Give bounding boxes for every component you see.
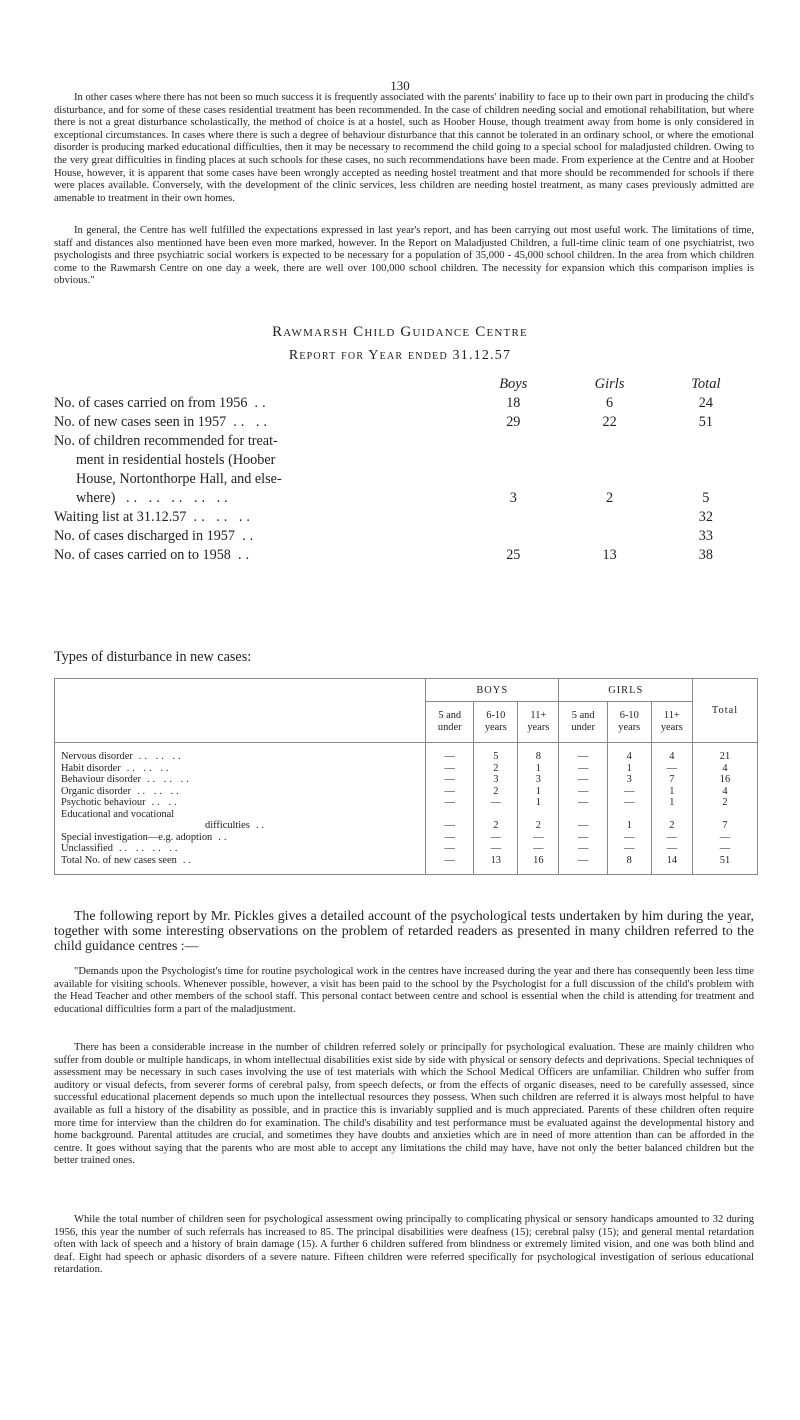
summary-boys: 3 — [509, 490, 517, 506]
summary-row: No. of cases carried on to 1958 .. 25 13 38 — [54, 546, 754, 565]
summary-girls: 22 — [602, 414, 617, 430]
summary-header-girls: Girls — [594, 376, 625, 392]
leader-dots: .. .. .. — [136, 785, 182, 797]
types-cell: 4 — [651, 743, 692, 763]
summary-total: 5 — [702, 490, 710, 506]
types-group-header-row — [55, 679, 758, 702]
types-cell-total: — — [693, 843, 758, 855]
leader-dots: .. — [218, 831, 230, 843]
types-cell: — — [426, 820, 474, 832]
summary-girls: 13 — [602, 547, 617, 563]
header-total: Total — [693, 679, 758, 743]
summary-total: 38 — [698, 547, 713, 563]
types-cell: — — [559, 797, 607, 809]
sub-header: 11+ years — [518, 702, 559, 743]
types-cell-total: 16 — [693, 774, 758, 786]
summary-boys: 29 — [506, 414, 521, 430]
summary-total: 32 — [698, 509, 713, 525]
sub-header: 11+ years — [651, 702, 692, 743]
types-cell: — — [518, 843, 559, 855]
types-cell: — — [426, 855, 474, 875]
types-cell: — — [426, 786, 474, 798]
types-row — [55, 820, 758, 832]
summary-girls: 6 — [606, 395, 614, 411]
types-cell: — — [426, 763, 474, 775]
types-row-label: Educational and vocational — [61, 808, 175, 820]
types-cell-total: 4 — [693, 786, 758, 798]
types-caption: Types of disturbance in new cases: — [54, 649, 252, 665]
types-cell: 3 — [518, 774, 559, 786]
types-cell: — — [559, 786, 607, 798]
types-cell: — — [559, 832, 607, 844]
types-cell: 7 — [651, 774, 692, 786]
report-subtitle: Report for Year ended 31.12.57 — [288, 348, 512, 363]
summary-boys: 25 — [506, 547, 521, 563]
summary-row-label: No. of new cases seen in 1957 — [54, 414, 227, 430]
summary-girls — [561, 508, 657, 527]
summary-row: No. of new cases seen in 1957 .. .. 29 22 51 — [54, 413, 754, 432]
paragraph-parental-inability: In other cases where there has not been so much success it is frequently associated with the parents' inability to face up to their own part in producing the child's disturbance, and for some of these cases residential treatment has been recommended. In the case of children needing social and emotional rehabilitation, but where there is not a great disturbance scholastically, the method of choice is at a hostel, such as Hoober House, though treatment away from home is only considered in exceptional circumstances. In cases where there is such a degree of behaviour disturbance that this cannot be tolerated in an ordinary school, or where the emotional disorder is producing marked educational difficulties, then it may be necessary to recommend the child going to a special school for maladjusted children. Owing to the very great difficulties in finding places at such schools for these cases, no such recommendations have been made. From experience at the Centre and at Hoober House, however, it is apparent that some cases have been wrongly accepted as needing hostel treatment and that more should be recommended for schools if there were places available. Conversely, with the development of the clinic services, less children are needing hostel treatment, as many cases previously admitted are amenable to treatment in their own homes. — [54, 92, 754, 204]
types-row — [55, 774, 758, 786]
summary-row-label: No. of cases discharged in 1957 — [54, 528, 235, 544]
types-cell: — — [607, 786, 651, 798]
summary-boys: 18 — [506, 395, 521, 411]
summary-row-label-line: where) — [76, 490, 116, 506]
types-cell: — — [607, 797, 651, 809]
types-cell: 1 — [607, 763, 651, 775]
types-table-body — [55, 743, 758, 875]
summary-row-label: No. of cases carried on from 1956 — [54, 395, 248, 411]
types-cell: 1 — [607, 820, 651, 832]
types-cell: 4 — [607, 743, 651, 763]
page-number: 130 — [390, 78, 410, 93]
types-row — [55, 855, 758, 875]
summary-girls — [561, 527, 657, 546]
types-cell: 2 — [474, 786, 518, 798]
types-cell: 13 — [474, 855, 518, 875]
summary-row-label-line: ment in residential hostels (Hoober — [76, 452, 276, 468]
types-cell-total: — — [693, 832, 758, 844]
types-cell-total: 51 — [693, 855, 758, 875]
types-cell: — — [651, 763, 692, 775]
types-cell: — — [559, 743, 607, 763]
types-row-label: Organic disorder — [61, 785, 131, 797]
types-row — [55, 832, 758, 844]
types-cell: — — [426, 743, 474, 763]
types-cell: 2 — [474, 820, 518, 832]
group-header-girls: GIRLS — [559, 679, 693, 702]
types-cell: — — [607, 832, 651, 844]
types-cell: 1 — [651, 786, 692, 798]
types-cell: 5 — [474, 743, 518, 763]
types-row — [55, 797, 758, 809]
summary-total: 24 — [698, 395, 713, 411]
summary-header-total: Total — [691, 376, 721, 392]
types-cell — [426, 809, 474, 821]
types-cell — [518, 809, 559, 821]
types-cell: 14 — [651, 855, 692, 875]
types-cell: — — [518, 832, 559, 844]
types-row-label: difficulties — [205, 820, 250, 831]
leader-dots: .. .. .. — [126, 762, 172, 774]
summary-row: No. of children recommended for treat- ment in residential hostels (Hoober House, Nortonthorpe Hall, and else- where) .. .. .. .. .. 3 2 5 — [54, 432, 754, 508]
types-cell: 2 — [651, 820, 692, 832]
types-cell: 8 — [518, 743, 559, 763]
leader-dots: .. .. .. — [138, 751, 184, 762]
types-row-label: Special investigation—e.g. adoption — [61, 831, 213, 843]
sub-header: 6-10 years — [474, 702, 518, 743]
leader-dots: .. .. .. — [146, 774, 192, 785]
types-cell-total: 7 — [693, 820, 758, 832]
types-cell: — — [426, 797, 474, 809]
summary-header-row — [54, 375, 754, 394]
types-cell: — — [607, 843, 651, 855]
types-cell-total: 2 — [693, 797, 758, 809]
types-cell: 1 — [518, 797, 559, 809]
types-cell: — — [426, 843, 474, 855]
types-cell: 1 — [651, 797, 692, 809]
types-cell — [651, 809, 692, 821]
types-cell: — — [559, 763, 607, 775]
summary-row: No. of cases discharged in 1957 .. 33 — [54, 527, 754, 546]
types-cell — [474, 809, 518, 821]
types-cell: 16 — [518, 855, 559, 875]
types-cell: 8 — [607, 855, 651, 875]
paragraph-increase-referrals: There has been a considerable increase in the number of children referred solely or principally for psychological evaluation. These are mainly children who suffer from double or multiple handicaps, in whom intellectual disabilities exist side by side with physical or sensory defects and deprivations. Special techniques of assessment may be necessary in such cases involving the use of test materials with which the School Medical Officers are unfamiliar. Children who suffer from auditory or visual defects, from severer forms of cerebral palsy, from speech defects, or from the effects of organic diseases, need to be carefully assessed, since successful educational placement depends so much upon the intellectual resources they possess. When such children are referred it is always most helpful to have available as full a history of the disability as possible, and in practice this is invariably supplied and is much appreciated. Parents of these children often require more time for interview than the children do for examination. The child's disability and test performance must be evaluated against the developmental history and home background. Parental attitudes are crucial, and sometimes they have doubts and anxieties which are in need of more attention than can be afforded in the centre. It goes without saying that the parents who are most able to accept any limitations the child may have, have not only the better balanced children but the better trained ones. — [54, 1042, 754, 1167]
types-cell: — — [426, 832, 474, 844]
types-cell: — — [559, 843, 607, 855]
types-row-label: Behaviour disorder — [61, 774, 141, 785]
types-cell-total — [693, 809, 758, 821]
types-cell: 3 — [607, 774, 651, 786]
types-cell: — — [474, 843, 518, 855]
sub-header: 5 and under — [559, 702, 607, 743]
types-row-label: Psychotic behaviour — [61, 797, 146, 808]
types-row-label: Nervous disorder — [61, 751, 133, 762]
types-cell — [607, 809, 651, 821]
types-cell: — — [559, 820, 607, 832]
types-cell — [559, 809, 607, 821]
types-cell: — — [559, 774, 607, 786]
types-cell-total: 21 — [693, 743, 758, 763]
types-row — [55, 763, 758, 775]
summary-row-label: No. of cases carried on to 1958 — [54, 547, 231, 563]
paragraph-centre-expectations: In general, the Centre has well fulfilled the expectations expressed in last year's report, and has been carrying out most useful work. The limitations of time, staff and distances also mentioned have been even more marked, however. In the Report on Maladjusted Children, a full-time clinic team of one psychiatrist, two psychologists and three psychiatric social workers is expected to be necessary for a population of 35,000 - 45,000 school children. In the area from which children come to the Rawmarsh Centre on one day a week, there are well over 100,000 school children. The necessity for expansion which this comparison implies is obvious." — [54, 225, 754, 287]
paragraph-psychologist-demands: "Demands upon the Psychologist's time for routine psychological work in the centres have increased during the year and there has consequently been less time available for visiting schools. Whenever possible, however, a visit has been paid to the school by the Psychologist for a full discussion of the child's problem with the Head Teacher and other members of the school staff. This personal contact between centre and school is essential when the child is attending for treatment and educational difficulties form a part of the maladjustment. — [54, 966, 754, 1015]
summary-row: No. of cases carried on from 1956 .. 18 6 24 — [54, 394, 754, 413]
summary-table — [54, 375, 754, 565]
types-row — [55, 743, 758, 763]
paragraph-pickles-intro: The following report by Mr. Pickles gives a detailed account of the psychological tests undertaken by him during the year, together with some interesting observations on the problem of retarded readers as presented in many children referred to the child guidance centres :— — [54, 908, 754, 953]
disturbance-types-table — [54, 678, 758, 875]
leader-dots: .. — [182, 854, 195, 866]
leader-dots: .. .. — [151, 797, 180, 808]
summary-header-boys: Boys — [499, 376, 528, 392]
summary-row: Waiting list at 31.12.57 .. .. .. 32 — [54, 508, 754, 527]
types-cell: — — [651, 832, 692, 844]
leader-dots: .. — [255, 820, 268, 831]
summary-girls: 2 — [606, 490, 614, 506]
types-cell: — — [651, 843, 692, 855]
leader-dots: .. .. .. .. — [118, 843, 181, 854]
types-cell: 1 — [518, 763, 559, 775]
summary-boys — [465, 508, 561, 527]
types-row — [55, 809, 758, 821]
types-cell: — — [559, 855, 607, 875]
types-cell: — — [474, 832, 518, 844]
types-cell: — — [474, 797, 518, 809]
types-row — [55, 786, 758, 798]
report-title: Rawmarsh Child Guidance Centre — [272, 324, 528, 340]
summary-row-label-line: House, Nortonthorpe Hall, and else- — [76, 471, 282, 487]
types-row-label: Unclassified — [61, 843, 113, 854]
types-cell: — — [426, 774, 474, 786]
types-row-label: Total No. of new cases seen — [61, 854, 177, 866]
paragraph-handicap-figures: While the total number of children seen for psychological assessment owing principally to complicating physical or sensory handicaps amounted to 32 during 1956, this year the number of such referrals has increased to 85. The principal disabilities were deafness (15); cerebral palsy (15); and general mental retardation often with lack of speech and a history of brain damage (15). A further 6 children suffered from blindness or extremely limited vision, and one was both blind and deaf. Eight had speech or aphasic disorders of a severe nature. Fifteen children were referred specifically for psychological investigation of serious educational retardation. — [54, 1214, 754, 1276]
summary-row-label-line: No. of children recommended for treat- — [54, 433, 278, 449]
summary-row-label: Waiting list at 31.12.57 — [54, 509, 187, 525]
types-cell: 2 — [474, 763, 518, 775]
types-cell: 3 — [474, 774, 518, 786]
summary-total: 33 — [698, 528, 713, 544]
types-row-label: Habit disorder — [61, 762, 121, 774]
sub-header: 6-10 years — [607, 702, 651, 743]
summary-total: 51 — [698, 414, 713, 430]
types-cell: 1 — [518, 786, 559, 798]
types-row — [55, 843, 758, 855]
sub-header: 5 and under — [426, 702, 474, 743]
types-cell: 2 — [518, 820, 559, 832]
summary-boys — [465, 527, 561, 546]
types-cell-total: 4 — [693, 763, 758, 775]
group-header-boys: BOYS — [426, 679, 559, 702]
